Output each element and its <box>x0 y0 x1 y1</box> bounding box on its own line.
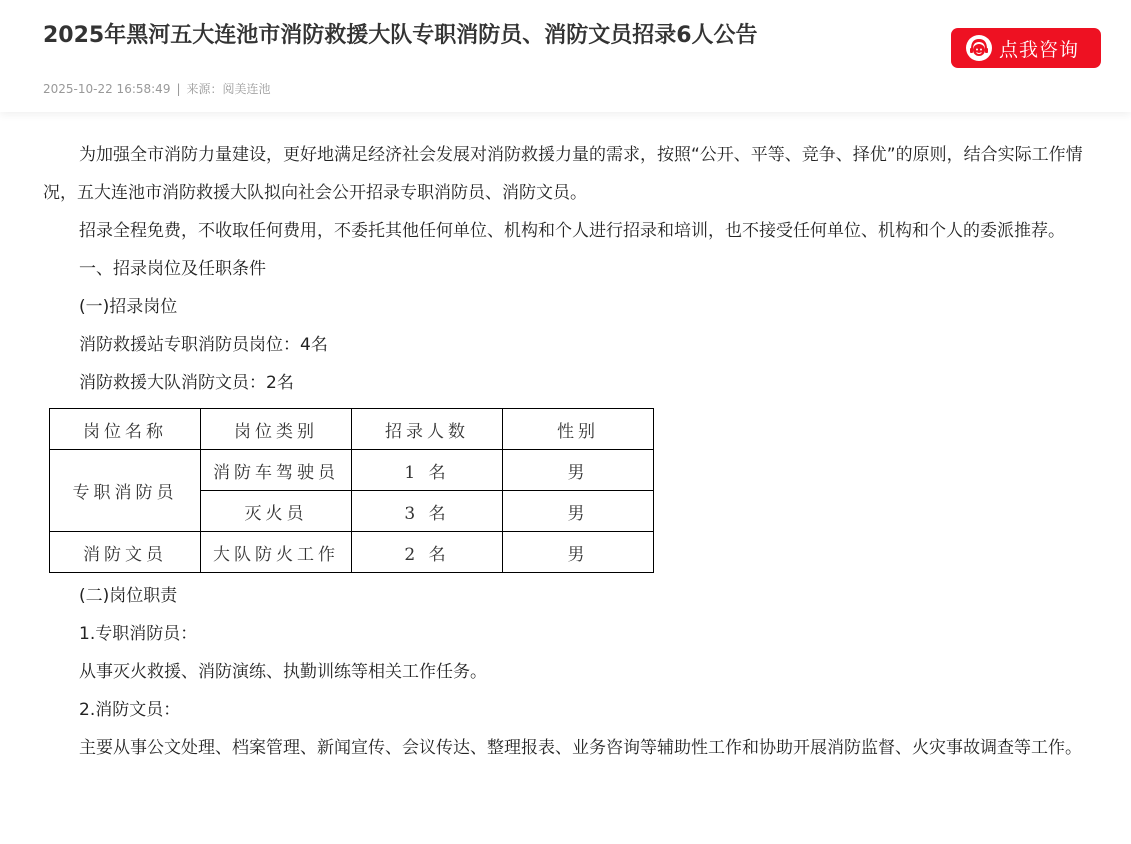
customer-service-icon <box>965 34 993 62</box>
paragraph: 2.消防文员： <box>79 700 181 720</box>
paragraph: 1.专职消防员： <box>79 624 198 644</box>
table-cell-gender: 男 <box>503 532 654 573</box>
article-title: 2025年黑河五大连池市消防救援大队专职消防员、消防文员招录6人公告 <box>43 23 758 48</box>
table-cell-count: 2 名 <box>352 532 503 573</box>
table-header-cell: 招录人数 <box>352 409 503 450</box>
paragraph: 消防救援大队消防文员：2名 <box>79 373 294 393</box>
paragraph: 为加强全市消防力量建设，更好地满足经济社会发展对消防救援力量的需求，按照“公开、平等、竞争、择优”的原则，结合实际工作情况，五大连池市消防救援大队拟向社会公开招录专职消防员、消防文员。 <box>43 145 1083 203</box>
table-row <box>50 532 654 573</box>
meta-separator: | <box>176 82 181 96</box>
article-body <box>43 136 1083 767</box>
article-source: 来源：阅美连池 <box>186 82 271 96</box>
table-cell-position-name: 消防文员 <box>50 532 201 573</box>
subsection-heading: (一)招录岗位 <box>79 297 178 317</box>
table-header-row <box>50 409 654 450</box>
article-meta <box>43 80 271 97</box>
consult-button[interactable] <box>951 28 1101 68</box>
table-header-cell: 岗位类别 <box>201 409 352 450</box>
table-header-cell: 岗位名称 <box>50 409 201 450</box>
table-row <box>50 450 654 491</box>
subsection-heading: (二)岗位职责 <box>79 586 178 606</box>
section-heading: 一、招录岗位及任职条件 <box>79 259 266 279</box>
article-header <box>0 0 1131 112</box>
table-header-cell: 性别 <box>503 409 654 450</box>
paragraph: 招录全程免费，不收取任何费用，不委托其他任何单位、机构和个人进行招录和培训，也不接受任何单位、机构和个人的委派推荐。 <box>79 221 1065 241</box>
table-cell-count: 3 名 <box>352 491 503 532</box>
table-cell-position-name: 专职消防员 <box>50 450 201 532</box>
publish-date: 2025-10-22 16:58:49 <box>43 82 171 96</box>
table-cell-gender: 男 <box>503 491 654 532</box>
paragraph: 从事灭火救援、消防演练、执勤训练等相关工作任务。 <box>79 662 487 682</box>
table-cell-gender: 男 <box>503 450 654 491</box>
positions-table <box>49 408 654 573</box>
paragraph: 消防救援站专职消防员岗位：4名 <box>79 335 328 355</box>
table-cell-category: 消防车驾驶员 <box>201 450 352 491</box>
positions-table-wrapper <box>49 408 1083 573</box>
consult-button-label: 点我咨询 <box>999 38 1080 61</box>
table-cell-category: 大队防火工作 <box>201 532 352 573</box>
table-cell-category: 灭火员 <box>201 491 352 532</box>
paragraph: 主要从事公文处理、档案管理、新闻宣传、会议传达、整理报表、业务咨询等辅助性工作和协助开展消防监督、火灾事故调查等工作。 <box>79 738 1082 758</box>
table-cell-count: 1 名 <box>352 450 503 491</box>
